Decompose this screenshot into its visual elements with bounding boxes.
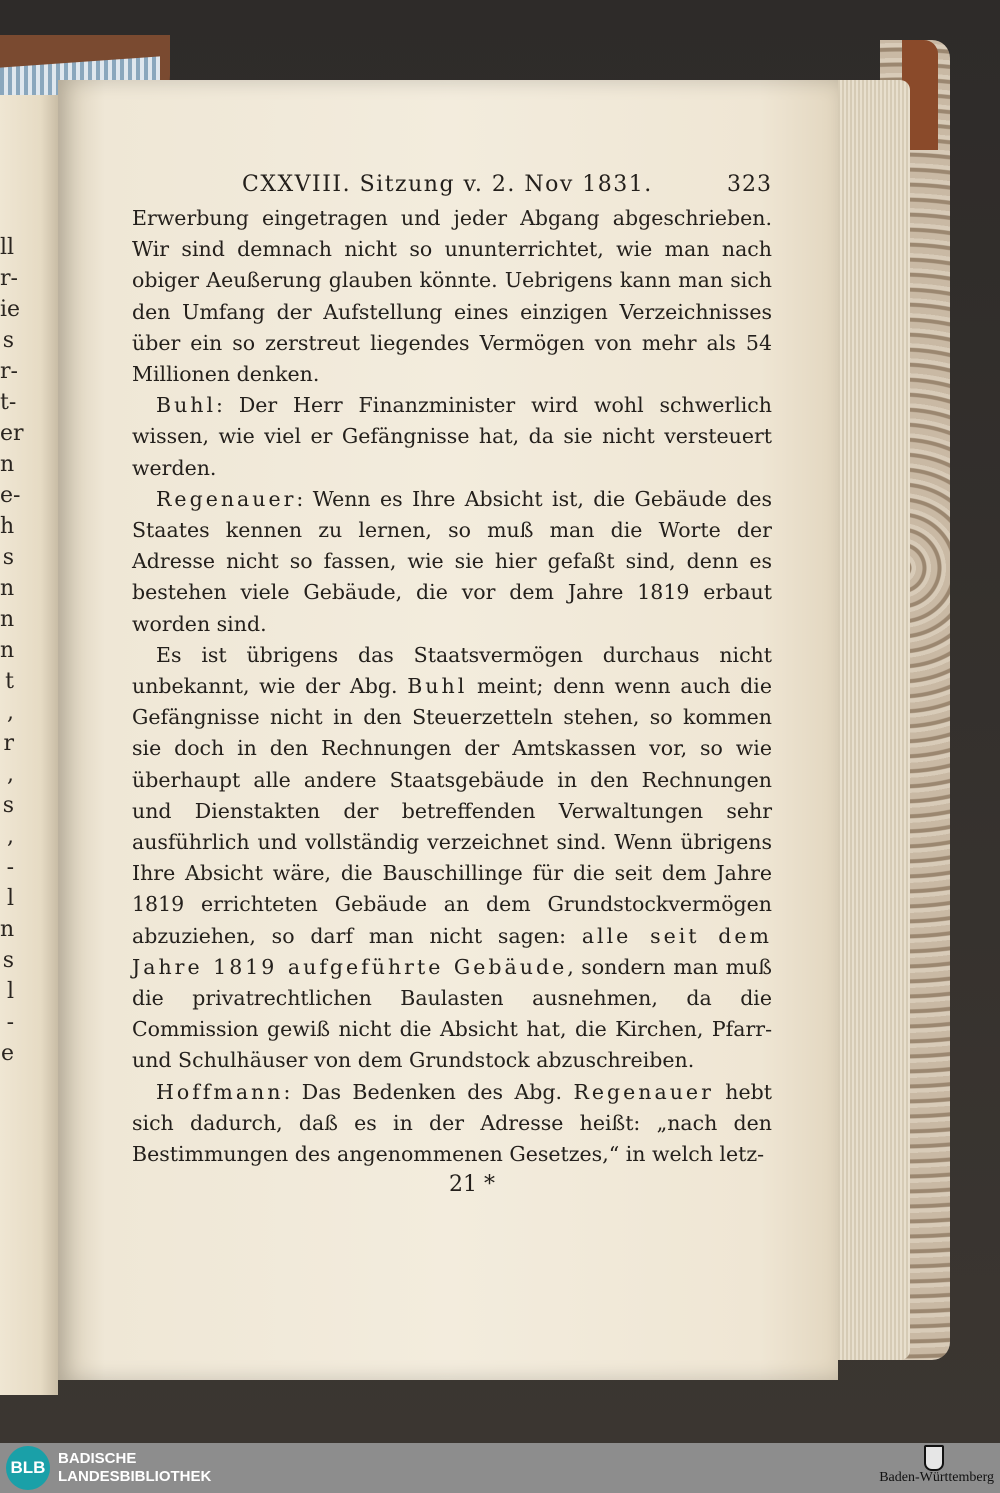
- left-page-fragment: l: [6, 886, 14, 911]
- text-run: Es ist übrigens das Staatsvermögen durchaus nicht unbekannt, wie der Abg.: [132, 642, 772, 699]
- left-page-fragment: r-: [0, 359, 18, 384]
- left-page-fragment: s: [2, 545, 14, 570]
- left-page-fragment: r: [3, 731, 14, 756]
- left-page-fragment: n: [0, 638, 15, 663]
- library-name-line1: BADISCHE: [58, 1450, 137, 1467]
- coat-of-arms-icon: [924, 1445, 944, 1471]
- paragraph: [132, 203, 772, 390]
- left-page-fragment: n: [0, 917, 15, 942]
- running-header: [132, 172, 772, 197]
- left-page-fragment: ,: [7, 824, 14, 849]
- left-page-fragment: ll: [0, 235, 15, 260]
- left-page-fragment: ,: [7, 700, 14, 725]
- spaced-emphasis: alle seit dem Jahre 1819 aufgeführte Gebäude: [132, 923, 772, 979]
- left-page-fragment: e-: [0, 483, 21, 508]
- running-title: CXXVIII. Sitzung v. 2. Nov 1831.: [242, 172, 653, 197]
- signature-mark: 21 *: [449, 1172, 495, 1198]
- page-number: 323: [727, 172, 772, 197]
- spaced-emphasis: Buhl: [407, 674, 468, 699]
- left-page-fragment: n: [0, 607, 15, 632]
- left-page-fragment: s: [2, 948, 14, 973]
- left-page-fragment: e: [0, 1041, 14, 1066]
- left-page-fragment: -: [6, 855, 14, 880]
- left-page-fragment: ,: [7, 762, 14, 787]
- text-run: meint; denn wenn auch die Gefängnisse nicht in den Steuerzetteln stehen, so kommen sie doch in den Rechnungen der Amtskassen vor, so wie überhaupt alle andere Staatsgebäude in den Rechnungen und Dienstakten der betreffenden Verwaltungen sehr ausführlich und vollständig verzeichnet sind. Wenn übrigens Ihre Absicht wäre, die Bauschillinge für die seit dem Jahre 1819 errichteten Gebäude an dem Grundstockvermögen abzuziehen, so darf man nicht sagen:: [132, 674, 772, 948]
- text-run: : Wenn es Ihre Absicht ist, die Gebäude des Staates kennen zu lernen, so muß man die Worte der Adresse nicht so fassen, wie sie hier gefaßt sind, denn es bestehen viele Gebäude, die vor dem Jahre 1819 erbaut worden sind.: [132, 486, 772, 636]
- left-page-fragment: t: [5, 669, 14, 694]
- right-page: [58, 80, 838, 1380]
- spaced-emphasis: Regenauer: [156, 486, 297, 511]
- body-text: [132, 203, 772, 1170]
- left-page-fragment: n: [0, 576, 15, 601]
- left-page-fragment: n: [0, 452, 15, 477]
- paragraph: [132, 484, 772, 640]
- left-page-fragment: l: [6, 979, 14, 1004]
- paragraph: [132, 640, 772, 1077]
- text-run: Erwerbung eingetragen und jeder Abgang abgeschrieben. Wir sind demnach nicht so ununterrichtet, wie man nach obiger Aeußerung glauben könnte. Uebrigens kann man sich den Umfang der Aufstellung eines einzigen Verzeichnisses über ein so zerstreut liegendes Vermögen von mehr als 54 Millionen denken.: [132, 206, 772, 387]
- text-run: , sondern man muß die privatrechtlichen Baulasten ausnehmen, da die Commission gewiß nicht die Absicht hat, die Kirchen, Pfarr- und Schulhäuser von dem Grundstock abzuschreiben.: [132, 954, 772, 1073]
- paragraph: [132, 390, 772, 484]
- left-page-fragment: -: [6, 1010, 14, 1035]
- left-page-fragment: s: [2, 793, 14, 818]
- spaced-emphasis: Regenauer: [573, 1079, 714, 1104]
- left-page-fragment: s: [2, 328, 14, 353]
- library-name[interactable]: [58, 1450, 211, 1486]
- left-page-fragment: er: [0, 421, 24, 446]
- page-text-area: [132, 172, 772, 1197]
- spaced-emphasis: Hoffmann: [156, 1079, 284, 1104]
- left-page-fragment: r-: [0, 266, 18, 291]
- blb-logo[interactable]: BLB: [6, 1446, 50, 1490]
- left-page-fragment: h: [0, 514, 15, 539]
- text-run: : Der Herr Finanzminister wird wohl schwerlich wissen, wie viel er Gefängnisse hat, da sie nicht versteuert werden.: [132, 393, 772, 480]
- library-name-line2: LANDESBIBLIOTHEK: [58, 1468, 212, 1485]
- left-page-fragment: t-: [0, 390, 17, 415]
- text-run: : Das Bedenken des Abg.: [283, 1079, 574, 1104]
- footer-bar: [0, 1443, 1000, 1493]
- spaced-emphasis: Buhl: [156, 393, 217, 418]
- text-run: hebt sich dadurch, daß es in der Adresse heißt: „nach den Bestimmungen des angenommenen Gesetzes,“ in welch letz-: [132, 1079, 773, 1167]
- state-name: Baden-Württemberg: [879, 1470, 994, 1485]
- paragraph: [132, 1077, 772, 1171]
- left-page-fragment: ie: [0, 297, 21, 322]
- left-page-edge: [0, 95, 58, 1395]
